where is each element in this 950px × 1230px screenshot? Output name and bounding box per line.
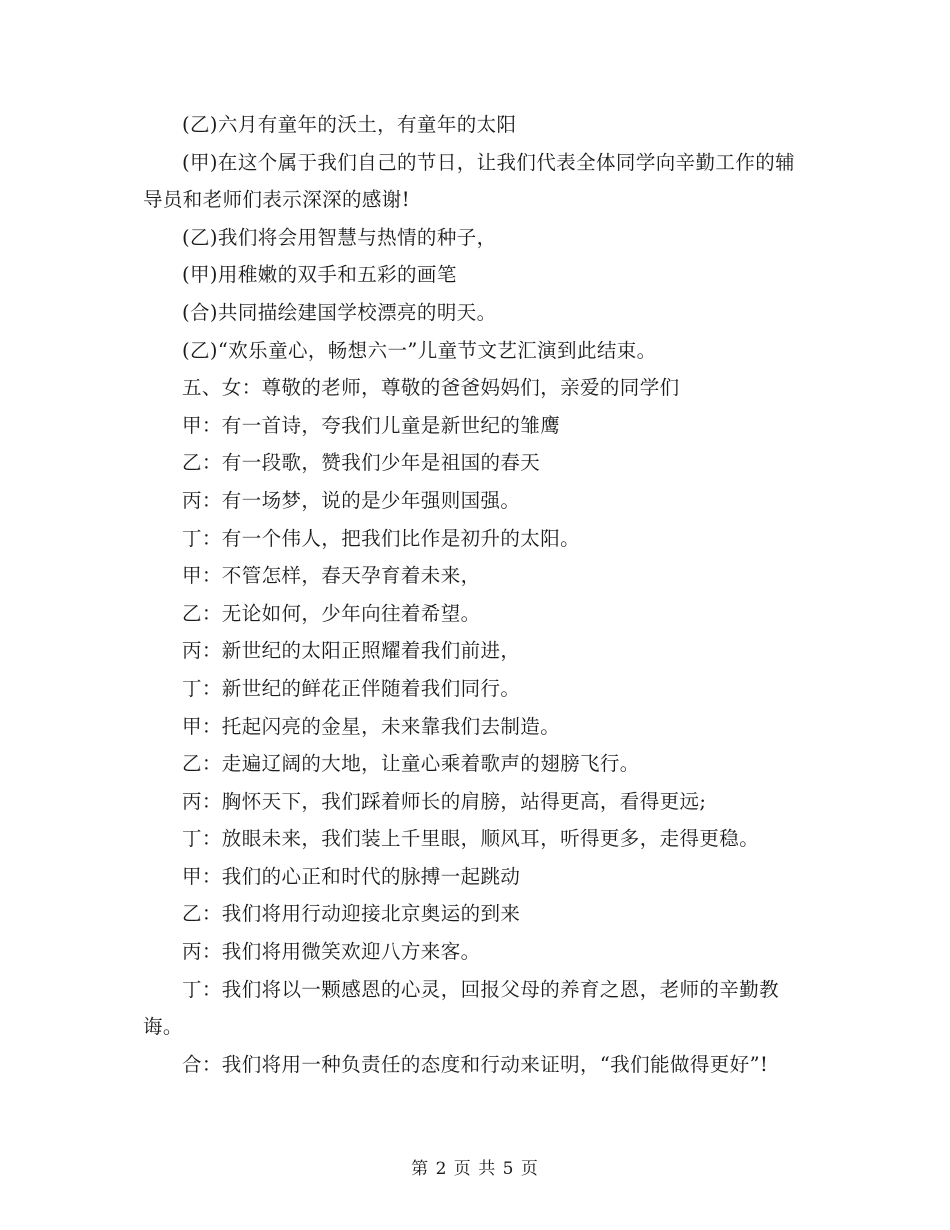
paragraph: (乙)六月有童年的沃土，有童年的太阳 — [182, 113, 517, 136]
paragraph: 丙：有一场梦，说的是少年强则国强。 — [182, 488, 521, 512]
paragraph: 乙：有一段歌，赞我们少年是祖国的春天 — [182, 451, 541, 475]
page-number-footer: 第 2 页 共 5 页 — [411, 1159, 539, 1179]
paragraph: 甲：托起闪亮的金星，未来靠我们去制造。 — [182, 714, 561, 738]
paragraph: 丁：我们将以一颗感恩的心灵，回报父母的养育之恩，老师的辛勤教诲。 — [143, 977, 780, 1039]
paragraph: (甲)在这个属于我们自己的节日，让我们代表全体同学向辛勤工作的辅导员和老师们表示深深的感谢! — [143, 150, 796, 212]
paragraph: 乙：无论如何，少年向往着希望。 — [182, 601, 481, 625]
paragraph: 丙：我们将用微笑欢迎八方来客。 — [182, 940, 481, 964]
paragraph: 合：我们将用一种负责任的态度和行动来证明，“我们能做得更好”! — [182, 1052, 769, 1076]
paragraph: (合)共同描绘建国学校漂亮的明天。 — [182, 300, 497, 324]
paragraph: (甲)用稚嫩的双手和五彩的画笔 — [182, 263, 457, 287]
paragraph: 甲：我们的心正和时代的脉搏一起跳动 — [182, 864, 521, 888]
paragraph: 五、女：尊敬的老师，尊敬的爸爸妈妈们，亲爱的同学们 — [182, 376, 680, 400]
paragraph: 丙：新世纪的太阳正照耀着我们前进， — [182, 639, 521, 663]
paragraph: 乙：走遍辽阔的大地，让童心乘着歌声的翅膀飞行。 — [182, 752, 640, 776]
paragraph: 乙：我们将用行动迎接北京奥运的到来 — [182, 902, 521, 926]
paragraph: (乙)我们将会用智慧与热情的种子， — [182, 225, 497, 249]
document-body — [143, 106, 813, 1083]
paragraph: 甲：有一首诗，夸我们儿童是新世纪的雏鹰 — [182, 413, 561, 437]
paragraph: 丙：胸怀天下，我们踩着师长的肩膀，站得更高，看得更远; — [182, 789, 707, 813]
paragraph: 甲：不管怎样，春天孕育着未来， — [182, 564, 481, 588]
paragraph: 丁：新世纪的鲜花正伴随着我们同行。 — [182, 676, 521, 700]
paragraph: 丁：放眼未来，我们装上千里眼，顺风耳，听得更多，走得更稳。 — [182, 827, 760, 851]
paragraph: 丁：有一个伟人，把我们比作是初升的太阳。 — [182, 526, 581, 550]
paragraph: (乙)“欢乐童心，畅想六一”儿童节文艺汇演到此结束。 — [182, 338, 657, 362]
